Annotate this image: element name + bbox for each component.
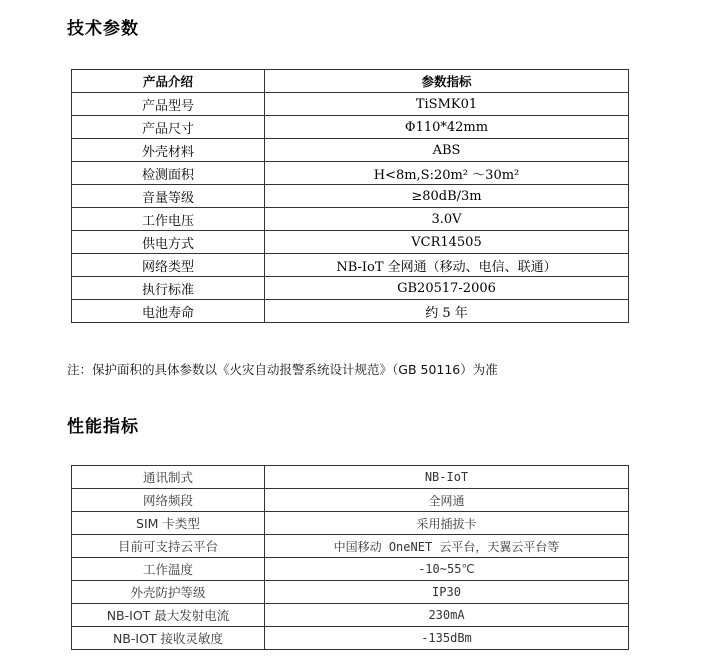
tech-params-table (71, 69, 629, 323)
row-label: 检测面积 (72, 162, 265, 185)
row-label: 外壳材料 (72, 139, 265, 162)
row-value: -10~55℃ (265, 558, 629, 581)
table-row (72, 558, 629, 581)
row-value: 3.0V (265, 208, 629, 231)
row-value: VCR14505 (265, 231, 629, 254)
row-value: 中国移动 OneNET 云平台，天翼云平台等 (265, 535, 629, 558)
row-value: GB20517-2006 (265, 277, 629, 300)
row-label: 外壳防护等级 (72, 581, 265, 604)
row-value: NB-IoT 全网通（移动、电信、联通） (265, 254, 629, 277)
table-row (72, 185, 629, 208)
row-label: 通讯制式 (72, 466, 265, 489)
row-label: 产品尺寸 (72, 116, 265, 139)
table-row (72, 208, 629, 231)
table-row (72, 254, 629, 277)
table-row (72, 581, 629, 604)
section-title-tech-params: 技术参数 (67, 19, 139, 39)
row-value: ≥80dB/3m (265, 185, 629, 208)
protection-area-note: 注：保护面积的具体参数以《火灾自动报警系统设计规范》（GB 50116）为准 (67, 362, 498, 377)
performance-table (71, 465, 629, 650)
row-label: 供电方式 (72, 231, 265, 254)
table-row (72, 535, 629, 558)
row-label: 目前可支持云平台 (72, 535, 265, 558)
table-row (72, 604, 629, 627)
row-value: TiSMK01 (265, 93, 629, 116)
row-label: SIM 卡类型 (72, 512, 265, 535)
table-row (72, 162, 629, 185)
table-row (72, 139, 629, 162)
section-title-performance: 性能指标 (67, 417, 139, 437)
table-row (72, 466, 629, 489)
row-value: IP30 (265, 581, 629, 604)
row-label: NB-IOT 最大发射电流 (72, 604, 265, 627)
row-label: 执行标准 (72, 277, 265, 300)
row-value: -135dBm (265, 627, 629, 650)
row-value: ABS (265, 139, 629, 162)
row-label: 网络类型 (72, 254, 265, 277)
table-row (72, 489, 629, 512)
table-header-row (72, 70, 629, 93)
row-value: 230mA (265, 604, 629, 627)
row-label: 产品型号 (72, 93, 265, 116)
row-label: NB-IOT 接收灵敏度 (72, 627, 265, 650)
row-value: H<8m,S:20m² ～30m² (265, 162, 629, 185)
table-row (72, 627, 629, 650)
row-value: 全网通 (265, 489, 629, 512)
table-row (72, 116, 629, 139)
header-cell: 产品介绍 (72, 70, 265, 93)
row-value: 约 5 年 (265, 300, 629, 323)
table-row (72, 231, 629, 254)
table-row (72, 93, 629, 116)
row-label: 工作电压 (72, 208, 265, 231)
row-value: Φ110*42mm (265, 116, 629, 139)
header-cell: 参数指标 (265, 70, 629, 93)
row-label: 工作温度 (72, 558, 265, 581)
table-row (72, 512, 629, 535)
row-value: 采用插拔卡 (265, 512, 629, 535)
table-row (72, 300, 629, 323)
row-label: 音量等级 (72, 185, 265, 208)
row-label: 网络频段 (72, 489, 265, 512)
row-value: NB-IoT (265, 466, 629, 489)
row-label: 电池寿命 (72, 300, 265, 323)
table-row (72, 277, 629, 300)
